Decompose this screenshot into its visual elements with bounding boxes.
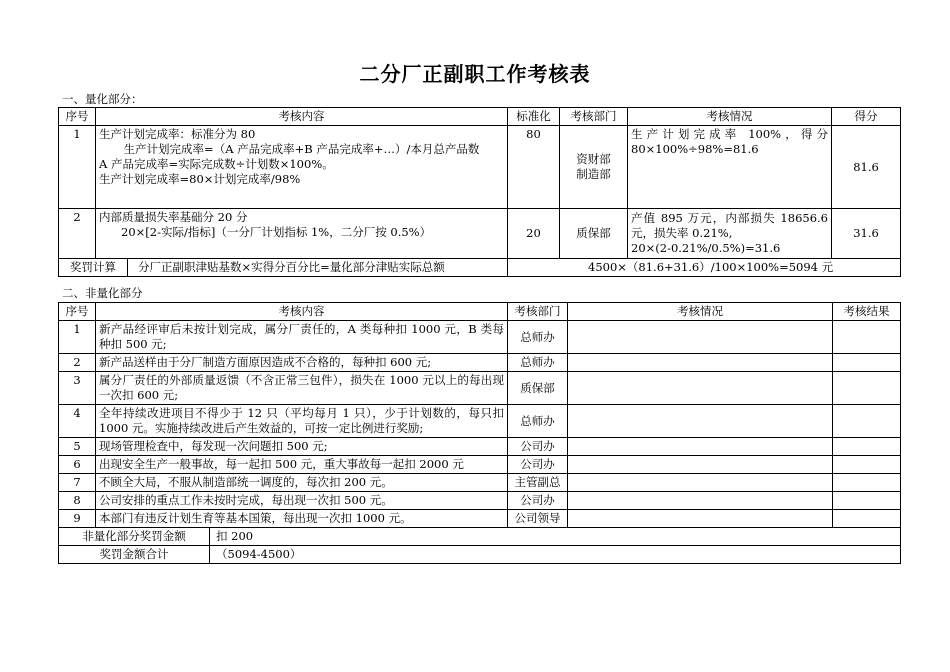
row-dept: 总师办 <box>508 405 568 438</box>
table-row <box>59 492 901 510</box>
row-no: 5 <box>59 438 96 456</box>
row-score: 81.6 <box>832 126 901 209</box>
row-status <box>568 510 833 528</box>
row-dept: 公司办 <box>508 438 568 456</box>
row-no: 4 <box>59 405 96 438</box>
row-result <box>833 405 901 438</box>
col-header-content: 考核内容 <box>96 303 508 321</box>
col-header-score: 得分 <box>832 108 901 126</box>
summary-total-row <box>59 546 901 564</box>
row-result <box>833 456 901 474</box>
table-row <box>59 209 901 259</box>
row-dept: 总师办 <box>508 321 568 354</box>
row-content: 新产品送样由于分厂制造方面原因造成不合格的，每种扣 600 元; <box>96 354 508 372</box>
table-header-row <box>59 303 901 321</box>
col-header-standard: 标准化 <box>508 108 560 126</box>
col-header-status: 考核情况 <box>568 303 833 321</box>
row-status <box>628 209 832 259</box>
col-header-no: 序号 <box>59 108 96 126</box>
table-row <box>59 510 901 528</box>
col-header-content: 考核内容 <box>96 108 508 126</box>
row-content: 全年持续改进项目不得少于 12 只（平均每月 1 只），少于计划数的，每只扣 1000 元。实施持续改进后产生效益的，可按一定比例进行奖励; <box>96 405 508 438</box>
reward-formula: 分厂正副职津贴基数×实得分百分比=量化部分津贴实际总额 <box>138 260 445 274</box>
row-result <box>833 492 901 510</box>
row-result <box>833 438 901 456</box>
summary-amount-label: 非量化部分奖罚金额 <box>59 528 210 545</box>
content-line: 生产计划完成率：标准分为 80 <box>99 127 256 141</box>
row-status <box>568 474 833 492</box>
summary-total-value: （5094-4500） <box>216 547 302 561</box>
row-status <box>568 354 833 372</box>
reward-calc: 4500×（81.6+31.6）/100×100%=5094 元 <box>508 259 901 277</box>
reward-cell <box>59 259 508 277</box>
content-line: 生产计划完成率=（A 产品完成率+B 产品完成率+…）/本月总产品数 <box>123 142 480 156</box>
row-content: 属分厂责任的外部质量返馈（不含正常三包件），损失在 1000 元以上的每出现一次扣 600 元; <box>96 372 508 405</box>
row-no: 3 <box>59 372 96 405</box>
col-header-dept: 考核部门 <box>508 303 568 321</box>
page-title: 二分厂正副职工作考核表 <box>359 62 591 86</box>
content-line: A 产品完成率=实际完成数÷计划数×100%。 <box>99 157 334 171</box>
table-row <box>59 456 901 474</box>
row-dept: 质保部 <box>560 209 628 259</box>
row-content <box>96 126 508 209</box>
row-dept: 质保部 <box>508 372 568 405</box>
row-content: 新产品经评审后未按计划完成，属分厂责任的，A 类每种扣 1000 元，B 类每种扣 500 元; <box>96 321 508 354</box>
table-row <box>59 405 901 438</box>
row-content: 现场管理检查中，每发现一次问题扣 500 元; <box>96 438 508 456</box>
row-status: 生产计划完成率 100%，得分 80×100%÷98%=81.6 <box>628 126 832 209</box>
summary-total-label: 奖罚金额合计 <box>59 546 210 563</box>
summary-amount-row <box>59 528 901 546</box>
row-result <box>833 354 901 372</box>
row-status <box>568 321 833 354</box>
reward-label: 奖罚计算 <box>59 259 128 276</box>
row-result <box>833 474 901 492</box>
qualitative-table <box>58 302 901 564</box>
row-no: 2 <box>59 209 96 259</box>
row-content: 公司安排的重点工作未按时完成，每出现一次扣 500 元。 <box>96 492 508 510</box>
table-header-row <box>59 108 901 126</box>
reward-row <box>59 259 901 277</box>
row-dept: 公司办 <box>508 492 568 510</box>
table-row <box>59 126 901 209</box>
row-status <box>568 372 833 405</box>
row-dept: 公司领导 <box>508 510 568 528</box>
row-no: 1 <box>59 321 96 354</box>
section2-label: 二、非量化部分 <box>62 286 143 300</box>
status-line: 20×(2-0.21%/0.5%)=31.6 <box>631 241 781 255</box>
row-status <box>568 492 833 510</box>
row-result <box>833 321 901 354</box>
row-no: 7 <box>59 474 96 492</box>
row-standard: 20 <box>508 209 560 259</box>
row-no: 2 <box>59 354 96 372</box>
quantitative-table <box>58 107 901 277</box>
row-content: 出现安全生产一般事故，每一起扣 500 元，重大事故每一起扣 2000 元 <box>96 456 508 474</box>
table-row <box>59 474 901 492</box>
table-row <box>59 354 901 372</box>
col-header-status: 考核情况 <box>628 108 832 126</box>
table-row <box>59 321 901 354</box>
content-line: 生产计划完成率=80×计划完成率/98% <box>99 172 301 186</box>
row-status <box>568 405 833 438</box>
row-no: 9 <box>59 510 96 528</box>
col-header-dept: 考核部门 <box>560 108 628 126</box>
row-status <box>568 456 833 474</box>
section1-label: 一、量化部分： <box>62 92 143 106</box>
col-header-result: 考核结果 <box>833 303 901 321</box>
summary-amount-cell <box>59 528 901 546</box>
row-standard: 80 <box>508 126 560 209</box>
row-dept: 公司办 <box>508 456 568 474</box>
row-content: 不顾全大局，不服从制造部统一调度的，每次扣 200 元。 <box>96 474 508 492</box>
col-header-no: 序号 <box>59 303 96 321</box>
table-row <box>59 438 901 456</box>
row-dept: 主管副总 <box>508 474 568 492</box>
row-result <box>833 510 901 528</box>
row-content: 本部门有违反计划生育等基本国策，每出现一次扣 1000 元。 <box>96 510 508 528</box>
status-line: 产值 895 万元，内部损失 18656.6 元，损失率 0.21%, <box>631 211 828 240</box>
row-no: 6 <box>59 456 96 474</box>
content-line: 20×[2-实际/指标]（一分厂计划指标 1%，二分厂按 0.5%） <box>121 225 432 239</box>
summary-total-cell <box>59 546 901 564</box>
row-content <box>96 209 508 259</box>
row-no: 8 <box>59 492 96 510</box>
row-status <box>568 438 833 456</box>
summary-amount-value: 扣 200 <box>216 529 254 543</box>
row-dept: 总师办 <box>508 354 568 372</box>
row-no: 1 <box>59 126 96 209</box>
row-score: 31.6 <box>832 209 901 259</box>
row-result <box>833 372 901 405</box>
row-dept: 资财部 制造部 <box>560 126 628 209</box>
content-line: 内部质量损失率基础分 20 分 <box>99 210 248 224</box>
table-row <box>59 372 901 405</box>
